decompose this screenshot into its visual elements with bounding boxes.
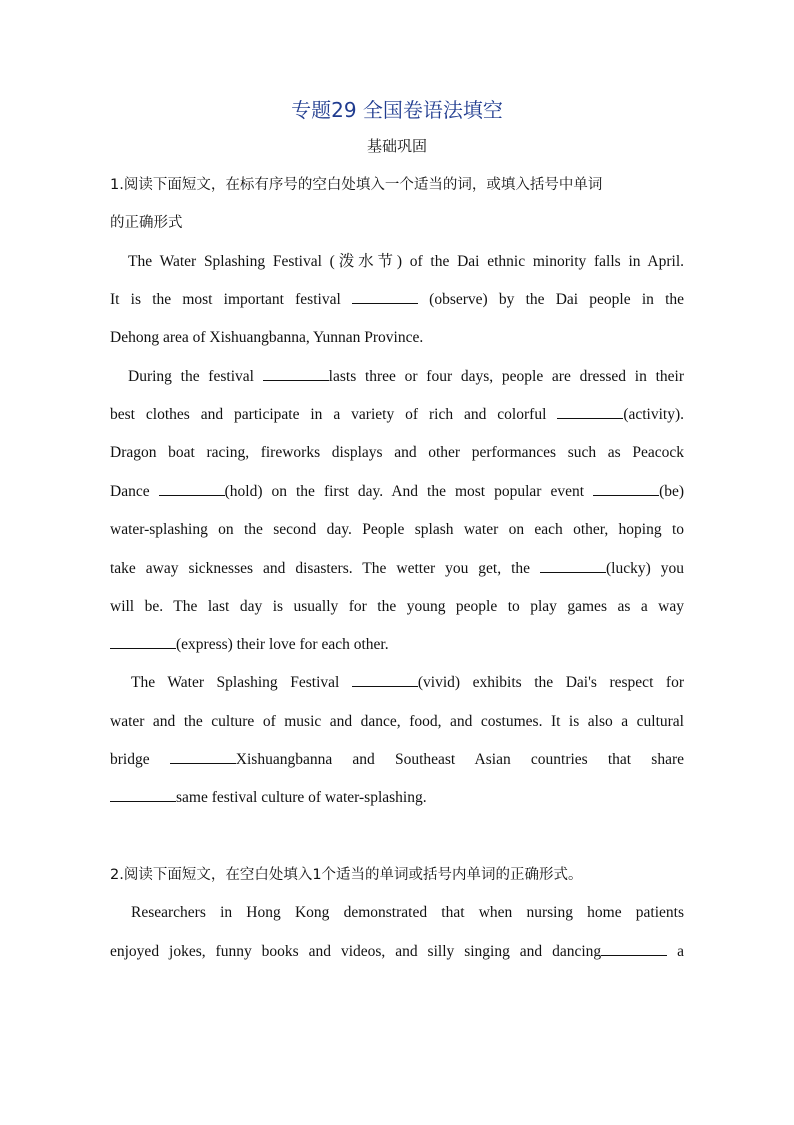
section1-instruction-line2: 的正确形式	[110, 215, 183, 231]
passage-text: (lucky) you	[606, 560, 684, 577]
passage-text: (express) their love for each other.	[176, 636, 389, 653]
answer-blank[interactable]	[601, 940, 667, 956]
passage-text: (observe) by the Dai people in the	[429, 291, 685, 308]
passage-text: same festival culture of water-splashing.	[176, 789, 427, 806]
passage1-line	[110, 365, 684, 389]
passage1-line	[110, 786, 684, 810]
passage-text: Dance	[110, 483, 150, 500]
section2-instruction: 2.阅读下面短文，在空白处填入1个适当的单词或括号内单词的正确形式。	[110, 867, 583, 883]
passage1-line: Dehong area of Xishuangbanna, Yunnan Province.	[110, 329, 424, 346]
answer-blank[interactable]	[352, 671, 418, 687]
passage-text: best clothes and participate in a variety of rich and colorful	[110, 406, 547, 423]
answer-blank[interactable]	[110, 786, 176, 802]
passage-text: enjoyed jokes, funny books and videos, and silly singing and dancing	[110, 943, 602, 960]
answer-blank[interactable]	[263, 365, 329, 381]
passage-text: (hold) on the first day. And the most popular event	[224, 483, 585, 500]
passage-text: a	[677, 943, 685, 960]
page-title: 专题29 全国卷语法填空	[291, 98, 503, 122]
passage1-line	[110, 288, 684, 312]
passage1-line: Dragon boat racing, fireworks displays and other performances such as Peacock	[110, 444, 684, 461]
passage-text: lasts three or four days, people are dressed in their	[328, 368, 684, 385]
answer-blank[interactable]	[352, 288, 418, 304]
passage-text: The Water Splashing Festival	[131, 674, 340, 691]
passage1-line: water and the culture of music and dance, food, and costumes. It is also a cultural	[110, 713, 684, 730]
passage-text: bridge	[110, 751, 150, 768]
passage-text: (vivid) exhibits the Dai's respect for	[417, 674, 684, 691]
page-subtitle: 基础巩固	[366, 137, 427, 155]
section1-instruction-line1: 1.阅读下面短文，在标有序号的空白处填入一个适当的词，或填入括号中单词	[110, 177, 603, 193]
answer-blank[interactable]	[557, 403, 623, 419]
passage2-line	[110, 940, 684, 964]
passage1-line	[110, 403, 684, 427]
passage1-line: water-splashing on the second day. People splash water on each other, hoping to	[110, 521, 684, 538]
passage1-line	[110, 671, 684, 695]
passage1-line: will be. The last day is usually for the young people to play games as a way	[110, 598, 684, 615]
passage-text: (be)	[659, 483, 685, 500]
passage-text: It is the most important festival	[110, 291, 341, 308]
passage1-line	[110, 557, 684, 581]
passage1-line	[110, 480, 684, 504]
answer-blank[interactable]	[110, 633, 176, 649]
passage-text: (activity).	[623, 406, 684, 423]
passage-text: During the festival	[128, 368, 254, 385]
passage-text: take away sicknesses and disasters. The wetter you get, the	[110, 560, 531, 577]
passage1-line	[110, 633, 684, 657]
answer-blank[interactable]	[593, 480, 659, 496]
answer-blank[interactable]	[170, 748, 236, 764]
passage1-line: The Water Splashing Festival (泼水节) of the Dai ethnic minority falls in April.	[128, 253, 684, 270]
passage-text: Xishuangbanna and Southeast Asian countries that share	[235, 751, 684, 768]
passage1-line	[110, 748, 684, 772]
passage2-line: Researchers in Hong Kong demonstrated that when nursing home patients	[131, 904, 684, 921]
answer-blank[interactable]	[159, 480, 225, 496]
answer-blank[interactable]	[540, 557, 606, 573]
